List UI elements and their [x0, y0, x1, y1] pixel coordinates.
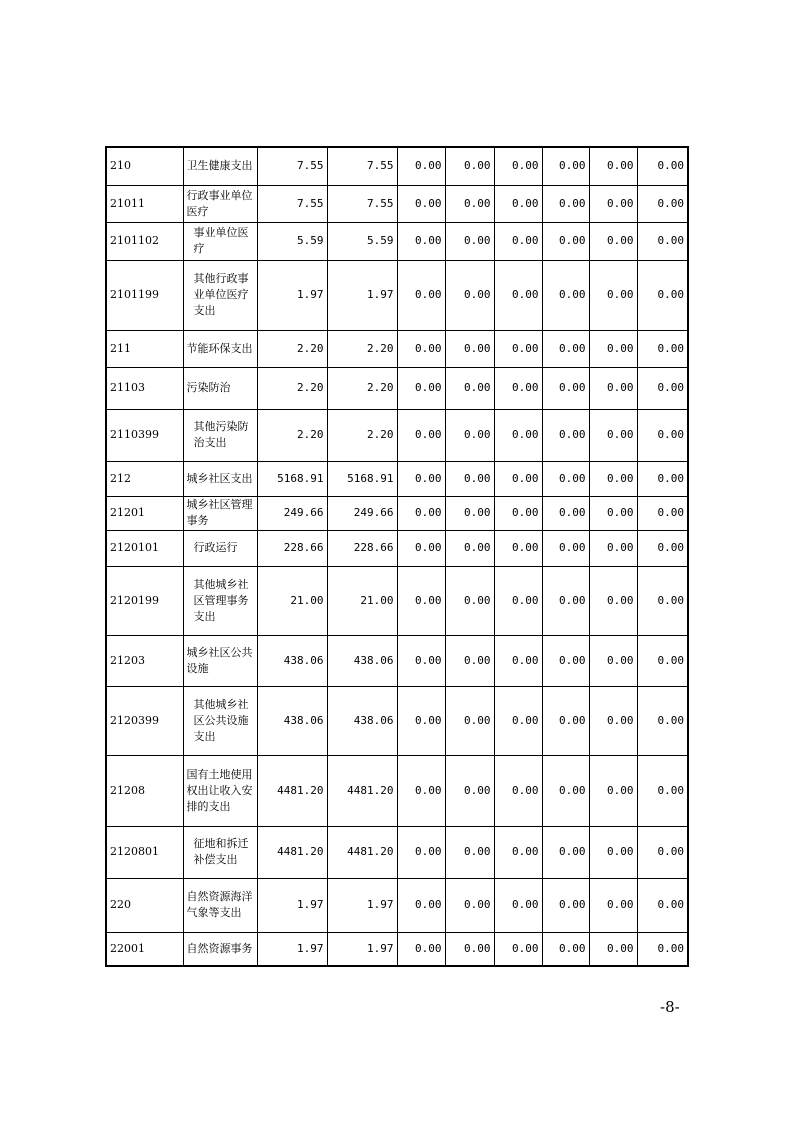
subject-name: 国有土地使用权出让收入安排的支出 — [183, 755, 257, 826]
table-row — [106, 260, 688, 330]
amount-cell: 0.00 — [445, 635, 494, 686]
amount-cell: 0.00 — [637, 686, 688, 755]
amount-cell: 2.20 — [327, 367, 397, 409]
subject-code: 2120399 — [106, 686, 183, 755]
amount-cell: 0.00 — [542, 932, 589, 966]
amount-cell: 0.00 — [397, 686, 445, 755]
amount-cell: 438.06 — [257, 686, 327, 755]
subject-code: 2101199 — [106, 260, 183, 330]
amount-cell: 0.00 — [542, 826, 589, 878]
amount-cell: 1.97 — [257, 878, 327, 932]
amount-cell: 0.00 — [397, 409, 445, 461]
amount-cell: 228.66 — [327, 530, 397, 566]
page-number: -8- — [660, 998, 680, 1016]
amount-cell: 0.00 — [542, 686, 589, 755]
amount-cell: 0.00 — [397, 185, 445, 222]
table-row — [106, 635, 688, 686]
table-row — [106, 147, 688, 185]
amount-cell: 0.00 — [637, 367, 688, 409]
amount-cell: 438.06 — [327, 686, 397, 755]
amount-cell: 0.00 — [445, 566, 494, 635]
subject-code: 210 — [106, 147, 183, 185]
table-row — [106, 686, 688, 755]
amount-cell: 0.00 — [637, 330, 688, 367]
amount-cell: 0.00 — [494, 260, 542, 330]
amount-cell: 0.00 — [589, 222, 637, 260]
amount-cell: 0.00 — [494, 878, 542, 932]
amount-cell: 0.00 — [589, 409, 637, 461]
amount-cell: 0.00 — [589, 878, 637, 932]
amount-cell: 0.00 — [637, 635, 688, 686]
subject-name: 城乡社区管理事务 — [183, 496, 257, 530]
amount-cell: 438.06 — [327, 635, 397, 686]
table-row — [106, 409, 688, 461]
table-row — [106, 755, 688, 826]
amount-cell: 0.00 — [542, 330, 589, 367]
amount-cell: 0.00 — [589, 260, 637, 330]
amount-cell: 0.00 — [494, 932, 542, 966]
subject-code: 2120101 — [106, 530, 183, 566]
amount-cell: 0.00 — [494, 496, 542, 530]
amount-cell: 0.00 — [445, 755, 494, 826]
amount-cell: 0.00 — [397, 367, 445, 409]
amount-cell: 2.20 — [327, 409, 397, 461]
subject-code: 21103 — [106, 367, 183, 409]
amount-cell: 0.00 — [397, 260, 445, 330]
amount-cell: 0.00 — [445, 496, 494, 530]
table-row — [106, 932, 688, 966]
amount-cell: 0.00 — [397, 530, 445, 566]
amount-cell: 2.20 — [257, 330, 327, 367]
amount-cell: 0.00 — [445, 530, 494, 566]
amount-cell: 0.00 — [542, 260, 589, 330]
subject-code: 22001 — [106, 932, 183, 966]
amount-cell: 0.00 — [445, 330, 494, 367]
subject-name: 行政事业单位医疗 — [183, 185, 257, 222]
amount-cell: 0.00 — [542, 185, 589, 222]
amount-cell: 0.00 — [637, 566, 688, 635]
table-row — [106, 826, 688, 878]
table-row — [106, 330, 688, 367]
amount-cell: 0.00 — [637, 932, 688, 966]
amount-cell: 0.00 — [637, 409, 688, 461]
table-row — [106, 461, 688, 496]
amount-cell: 0.00 — [637, 147, 688, 185]
amount-cell: 0.00 — [542, 409, 589, 461]
subject-name: 其他污染防治支出 — [183, 409, 257, 461]
subject-name: 卫生健康支出 — [183, 147, 257, 185]
subject-name: 征地和拆迁补偿支出 — [183, 826, 257, 878]
amount-cell: 4481.20 — [257, 826, 327, 878]
amount-cell: 7.55 — [327, 147, 397, 185]
amount-cell: 0.00 — [542, 878, 589, 932]
amount-cell: 228.66 — [257, 530, 327, 566]
amount-cell: 249.66 — [327, 496, 397, 530]
amount-cell: 0.00 — [494, 409, 542, 461]
table-row — [106, 185, 688, 222]
amount-cell: 1.97 — [327, 260, 397, 330]
subject-code: 21208 — [106, 755, 183, 826]
amount-cell: 0.00 — [445, 367, 494, 409]
amount-cell: 0.00 — [397, 755, 445, 826]
amount-cell: 0.00 — [494, 222, 542, 260]
amount-cell: 0.00 — [589, 686, 637, 755]
subject-name: 自然资源事务 — [183, 932, 257, 966]
subject-code: 21203 — [106, 635, 183, 686]
amount-cell: 0.00 — [637, 755, 688, 826]
subject-code: 2120801 — [106, 826, 183, 878]
amount-cell: 0.00 — [494, 686, 542, 755]
amount-cell: 0.00 — [445, 185, 494, 222]
amount-cell: 0.00 — [589, 367, 637, 409]
subject-code: 2110399 — [106, 409, 183, 461]
amount-cell: 0.00 — [637, 530, 688, 566]
amount-cell: 0.00 — [589, 185, 637, 222]
amount-cell: 0.00 — [397, 461, 445, 496]
amount-cell: 0.00 — [494, 755, 542, 826]
subject-code: 2101102 — [106, 222, 183, 260]
amount-cell: 4481.20 — [327, 826, 397, 878]
amount-cell: 0.00 — [445, 686, 494, 755]
amount-cell: 0.00 — [542, 566, 589, 635]
amount-cell: 0.00 — [494, 826, 542, 878]
subject-name: 其他行政事业单位医疗支出 — [183, 260, 257, 330]
amount-cell: 0.00 — [589, 826, 637, 878]
amount-cell: 0.00 — [542, 461, 589, 496]
amount-cell: 0.00 — [542, 496, 589, 530]
table-row — [106, 878, 688, 932]
amount-cell: 2.20 — [257, 367, 327, 409]
amount-cell: 0.00 — [397, 330, 445, 367]
amount-cell: 0.00 — [637, 260, 688, 330]
amount-cell: 4481.20 — [327, 755, 397, 826]
subject-code: 212 — [106, 461, 183, 496]
amount-cell: 438.06 — [257, 635, 327, 686]
amount-cell: 5168.91 — [257, 461, 327, 496]
amount-cell: 0.00 — [589, 932, 637, 966]
amount-cell: 0.00 — [445, 260, 494, 330]
subject-name: 城乡社区公共设施 — [183, 635, 257, 686]
amount-cell: 0.00 — [637, 461, 688, 496]
amount-cell: 0.00 — [637, 496, 688, 530]
amount-cell: 4481.20 — [257, 755, 327, 826]
amount-cell: 0.00 — [397, 566, 445, 635]
amount-cell: 5.59 — [327, 222, 397, 260]
amount-cell: 0.00 — [445, 461, 494, 496]
amount-cell: 0.00 — [445, 409, 494, 461]
amount-cell: 0.00 — [445, 932, 494, 966]
subject-code: 220 — [106, 878, 183, 932]
amount-cell: 2.20 — [327, 330, 397, 367]
subject-name: 城乡社区支出 — [183, 461, 257, 496]
amount-cell: 0.00 — [494, 185, 542, 222]
subject-code: 211 — [106, 330, 183, 367]
amount-cell: 0.00 — [637, 826, 688, 878]
amount-cell: 1.97 — [257, 932, 327, 966]
amount-cell: 1.97 — [257, 260, 327, 330]
amount-cell: 0.00 — [445, 878, 494, 932]
table-row — [106, 566, 688, 635]
amount-cell: 0.00 — [589, 330, 637, 367]
subject-name: 污染防治 — [183, 367, 257, 409]
table-row — [106, 222, 688, 260]
amount-cell: 0.00 — [397, 826, 445, 878]
amount-cell: 0.00 — [542, 367, 589, 409]
amount-cell: 0.00 — [445, 826, 494, 878]
amount-cell: 0.00 — [494, 530, 542, 566]
amount-cell: 5.59 — [257, 222, 327, 260]
amount-cell: 0.00 — [637, 185, 688, 222]
amount-cell: 1.97 — [327, 932, 397, 966]
amount-cell: 0.00 — [589, 566, 637, 635]
subject-name: 事业单位医疗 — [183, 222, 257, 260]
amount-cell: 0.00 — [397, 496, 445, 530]
amount-cell: 0.00 — [542, 635, 589, 686]
amount-cell: 0.00 — [494, 635, 542, 686]
amount-cell: 0.00 — [542, 755, 589, 826]
subject-name: 其他城乡社区公共设施支出 — [183, 686, 257, 755]
amount-cell: 0.00 — [589, 496, 637, 530]
amount-cell: 249.66 — [257, 496, 327, 530]
amount-cell: 2.20 — [257, 409, 327, 461]
amount-cell: 0.00 — [445, 222, 494, 260]
amount-cell: 0.00 — [637, 878, 688, 932]
table-row — [106, 367, 688, 409]
amount-cell: 0.00 — [589, 147, 637, 185]
subject-code: 21201 — [106, 496, 183, 530]
amount-cell: 0.00 — [542, 222, 589, 260]
amount-cell: 21.00 — [257, 566, 327, 635]
amount-cell: 0.00 — [589, 635, 637, 686]
amount-cell: 0.00 — [542, 530, 589, 566]
amount-cell: 0.00 — [494, 147, 542, 185]
amount-cell: 1.97 — [327, 878, 397, 932]
amount-cell: 0.00 — [494, 367, 542, 409]
amount-cell: 0.00 — [397, 147, 445, 185]
amount-cell: 7.55 — [257, 147, 327, 185]
amount-cell: 0.00 — [397, 932, 445, 966]
amount-cell: 0.00 — [397, 635, 445, 686]
subject-name: 其他城乡社区管理事务支出 — [183, 566, 257, 635]
subject-name: 行政运行 — [183, 530, 257, 566]
amount-cell: 0.00 — [397, 878, 445, 932]
amount-cell: 7.55 — [257, 185, 327, 222]
amount-cell: 0.00 — [637, 222, 688, 260]
amount-cell: 0.00 — [494, 461, 542, 496]
subject-code: 21011 — [106, 185, 183, 222]
budget-table — [105, 146, 689, 967]
amount-cell: 0.00 — [589, 530, 637, 566]
amount-cell: 7.55 — [327, 185, 397, 222]
table-row — [106, 496, 688, 530]
amount-cell: 0.00 — [589, 461, 637, 496]
amount-cell: 0.00 — [397, 222, 445, 260]
subject-code: 2120199 — [106, 566, 183, 635]
amount-cell: 0.00 — [445, 147, 494, 185]
amount-cell: 5168.91 — [327, 461, 397, 496]
amount-cell: 0.00 — [494, 330, 542, 367]
subject-name: 节能环保支出 — [183, 330, 257, 367]
table-row — [106, 530, 688, 566]
subject-name: 自然资源海洋气象等支出 — [183, 878, 257, 932]
amount-cell: 0.00 — [542, 147, 589, 185]
table-body — [106, 147, 688, 966]
amount-cell: 0.00 — [589, 755, 637, 826]
amount-cell: 21.00 — [327, 566, 397, 635]
amount-cell: 0.00 — [494, 566, 542, 635]
